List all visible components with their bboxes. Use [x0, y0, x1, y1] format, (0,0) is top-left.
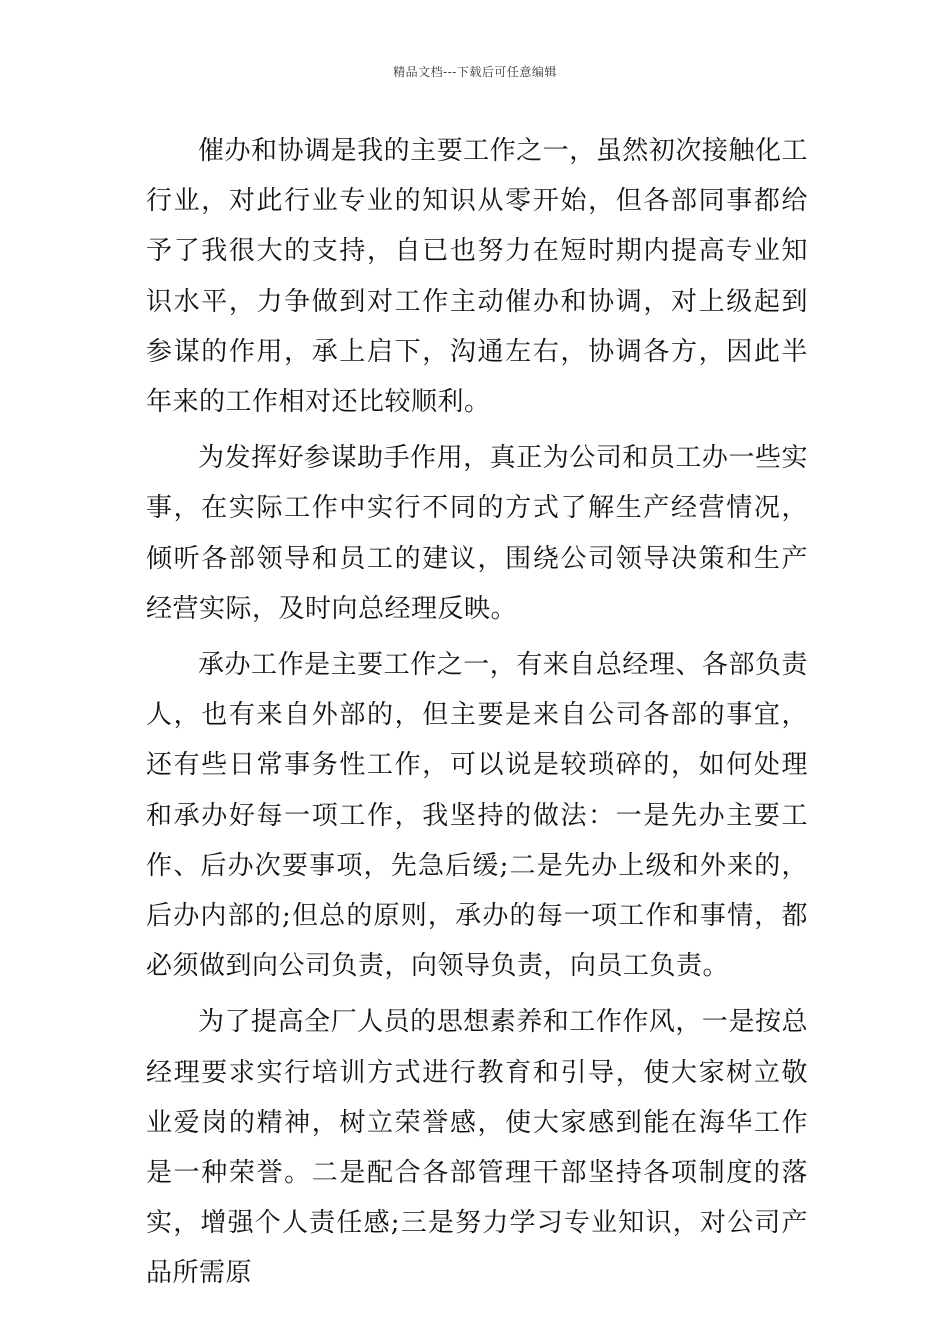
- paragraph-2: 为发挥好参谋助手作用，真正为公司和员工办一些实事，在实际工作中实行不同的方式了解生产经营情况，倾听各部领导和员工的建议，围绕公司领导决策和生产经营实际，及时向总经理反映。: [146, 443, 808, 624]
- document-body: [146, 126, 808, 1299]
- page-header: 精品文档---下载后可任意编辑: [393, 65, 557, 79]
- paragraph-3: 承办工作是主要工作之一，有来自总经理、各部负责人，也有来自外部的，但主要是来自公司各部的事宜，还有些日常事务性工作，可以说是较琐碎的，如何处理和承办好每一项工作，我坚持的做法：一是先办主要工作、后办次要事项，先急后缓;二是先办上级和外来的，后办内部的;但总的原则，承办的每一项工作和事情，都必须做到向公司负责，向领导负责，向员工负责。: [146, 650, 808, 982]
- paragraph-4: 为了提高全厂人员的思想素养和工作作风，一是按总经理要求实行培训方式进行教育和引导，使大家树立敬业爱岗的精神，树立荣誉感，使大家感到能在海华工作是一种荣誉。二是配合各部管理干部坚持各项制度的落实，增强个人责任感;三是努力学习专业知识，对公司产品所需原: [146, 1007, 808, 1289]
- paragraph-1: 催办和协调是我的主要工作之一，虽然初次接触化工行业，对此行业专业的知识从零开始，但各部同事都给予了我很大的支持，自已也努力在短时期内提高专业知识水平，力争做到对工作主动催办和协调，对上级起到参谋的作用，承上启下，沟通左右，协调各方，因此半年来的工作相对还比较顺利。: [146, 136, 808, 418]
